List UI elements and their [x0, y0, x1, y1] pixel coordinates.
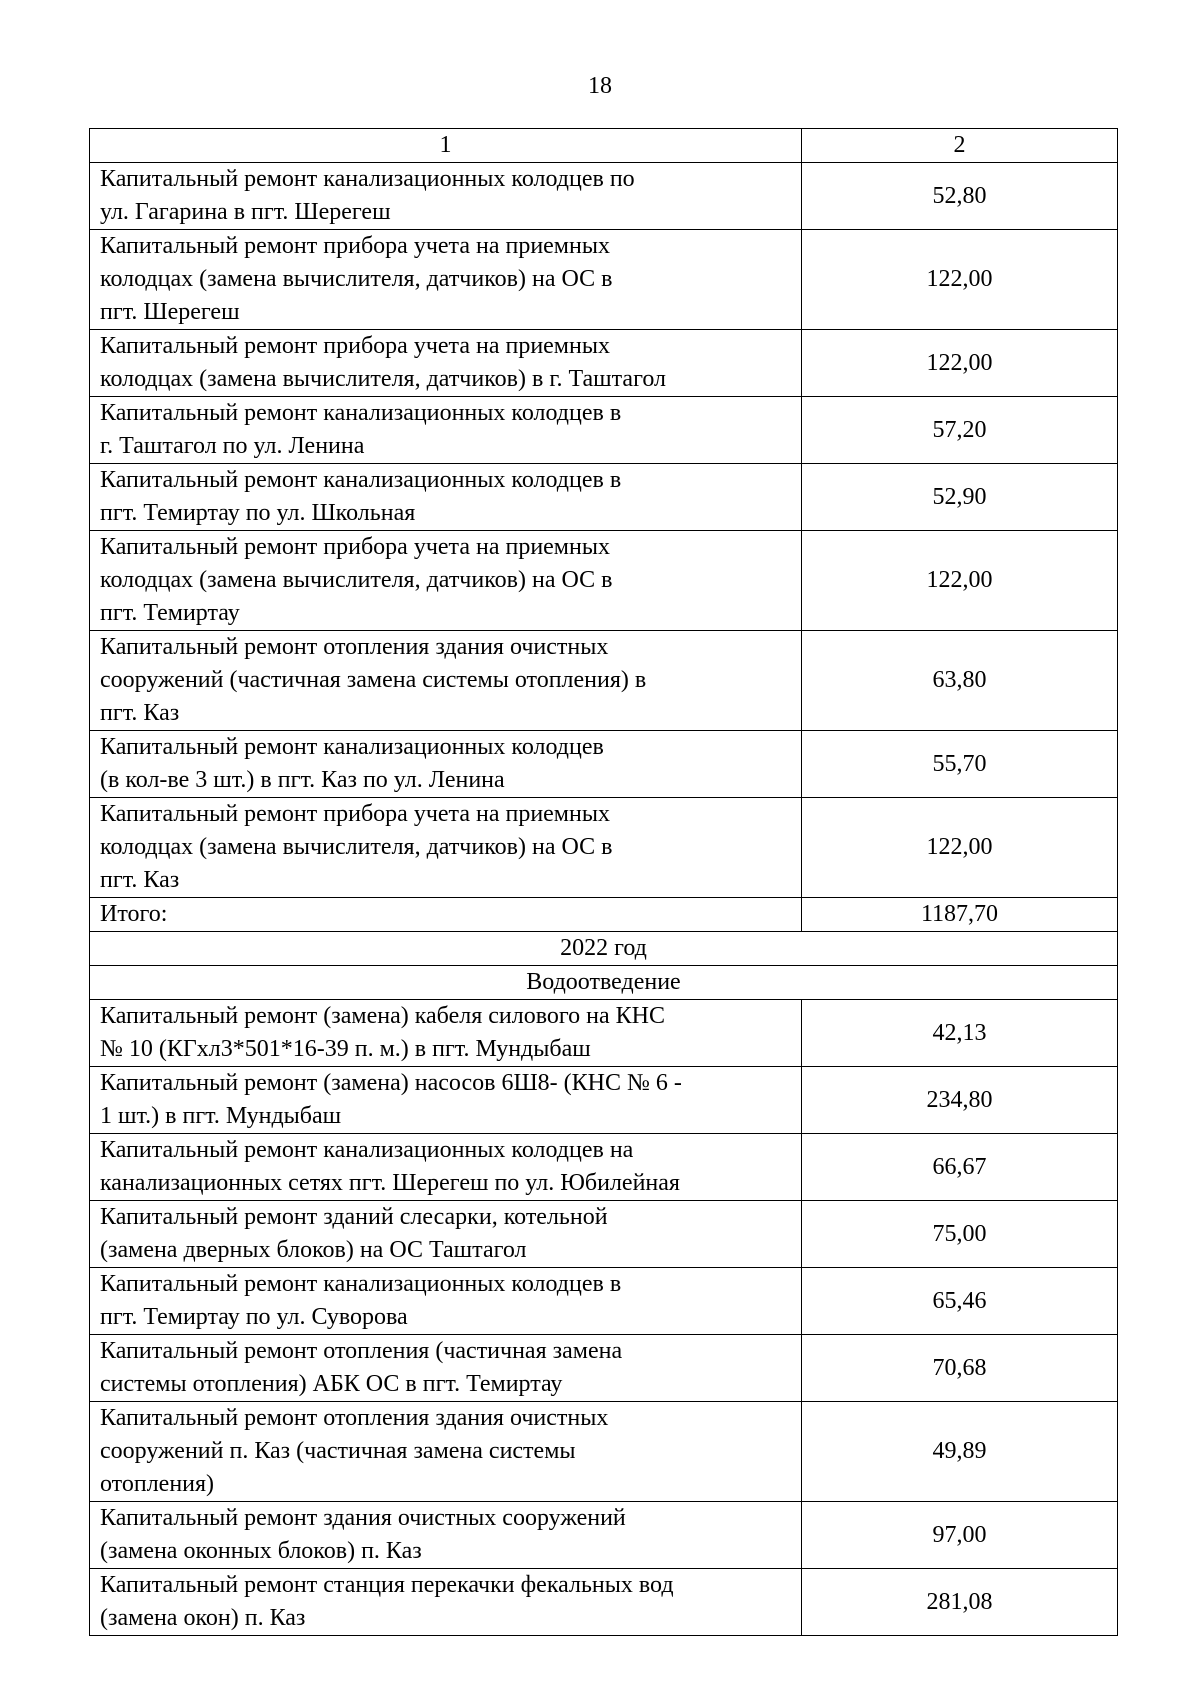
total-row	[90, 898, 1118, 932]
table-row	[90, 230, 1118, 330]
work-description-cell	[90, 330, 802, 397]
work-description-line: Капитальный ремонт отопления здания очистных	[100, 1405, 609, 1431]
work-description-line: Капитальный ремонт прибора учета на приемных	[100, 801, 610, 827]
table-row	[90, 397, 1118, 464]
cost-value-cell: 49,89	[802, 1402, 1118, 1502]
work-description-line: Капитальный ремонт отопления (частичная замена	[100, 1338, 623, 1364]
work-description-line: Капитальный ремонт канализационных колодцев по	[100, 166, 635, 192]
cost-value-cell: 122,00	[802, 531, 1118, 631]
work-description-cell	[90, 631, 802, 731]
table-row	[90, 1067, 1118, 1134]
year-heading-row	[90, 932, 1118, 966]
table-row	[90, 330, 1118, 397]
work-description-line: Капитальный ремонт отопления здания очистных	[100, 634, 609, 660]
cost-value-cell: 97,00	[802, 1502, 1118, 1569]
table-row	[90, 1402, 1118, 1502]
work-description-line: Капитальный ремонт (замена) насосов 6Ш8- (КНС № 6 -	[100, 1070, 682, 1096]
work-description-line: Капитальный ремонт прибора учета на приемных	[100, 534, 610, 560]
table-row	[90, 531, 1118, 631]
cost-value-cell: 57,20	[802, 397, 1118, 464]
work-description-line: 1 шт.) в пгт. Мундыбаш	[100, 1103, 342, 1129]
work-description-cell	[90, 1134, 802, 1201]
cost-value-cell: 66,67	[802, 1134, 1118, 1201]
work-description-line: № 10 (КГхл3*501*16-39 п. м.) в пгт. Мундыбаш	[100, 1036, 591, 1062]
section-heading: Водоотведение	[90, 966, 1118, 1000]
cost-value-cell: 52,80	[802, 163, 1118, 230]
work-description-line: пгт. Шерегеш	[100, 299, 240, 325]
work-description-line: Капитальный ремонт зданий слесарки, котельной	[100, 1204, 608, 1230]
work-description-line: (замена оконных блоков) п. Каз	[100, 1538, 422, 1564]
table-row	[90, 1134, 1118, 1201]
table-row	[90, 464, 1118, 531]
work-description-cell	[90, 1569, 802, 1636]
table-row	[90, 163, 1118, 230]
page-number: 18	[588, 73, 612, 99]
work-description-line: г. Таштагол по ул. Ленина	[100, 433, 365, 459]
work-description-line: Капитальный ремонт канализационных колодцев	[100, 734, 604, 760]
work-description-line: сооружений п. Каз (частичная замена системы	[100, 1438, 576, 1464]
work-description-line: сооружений (частичная замена системы отопления) в	[100, 667, 647, 693]
column-number-2: 2	[802, 129, 1118, 163]
work-description-line: Капитальный ремонт канализационных колодцев в	[100, 1271, 622, 1297]
work-description-line: Капитальный ремонт канализационных колодцев в	[100, 467, 622, 493]
cost-value-cell: 70,68	[802, 1335, 1118, 1402]
table-row	[90, 1201, 1118, 1268]
work-description-line: Капитальный ремонт канализационных колодцев на	[100, 1137, 634, 1163]
cost-value-cell: 234,80	[802, 1067, 1118, 1134]
work-description-line: колодцах (замена вычислителя, датчиков) на ОС в	[100, 567, 613, 593]
work-description-cell	[90, 531, 802, 631]
work-description-line: Капитальный ремонт станция перекачки фекальных вод	[100, 1572, 674, 1598]
work-description-cell	[90, 1067, 802, 1134]
work-description-line: отопления)	[100, 1471, 215, 1497]
work-description-line: Капитальный ремонт канализационных колодцев в	[100, 400, 622, 426]
work-description-cell	[90, 464, 802, 531]
work-description-line: системы отопления) АБК ОС в пгт. Темиртау	[100, 1371, 563, 1397]
work-description-line: канализационных сетях пгт. Шерегеш по ул. Юбилейная	[100, 1170, 680, 1196]
column-number-1: 1	[90, 129, 802, 163]
work-description-line: колодцах (замена вычислителя, датчиков) в г. Таштагол	[100, 366, 666, 392]
work-description-cell	[90, 798, 802, 898]
cost-value-cell: 122,00	[802, 230, 1118, 330]
year-heading: 2022 год	[90, 932, 1118, 966]
total-value: 1187,70	[802, 898, 1118, 932]
work-description-cell	[90, 1402, 802, 1502]
work-description-line: (в кол-ве 3 шт.) в пгт. Каз по ул. Ленина	[100, 767, 505, 793]
total-label: Итого:	[90, 898, 802, 932]
table-row	[90, 1569, 1118, 1636]
cost-value-cell: 281,08	[802, 1569, 1118, 1636]
repair-costs-table	[89, 128, 1118, 1636]
work-description-line: колодцах (замена вычислителя, датчиков) на ОС в	[100, 266, 613, 292]
work-description-line: Капитальный ремонт (замена) кабеля силового на КНС	[100, 1003, 665, 1029]
work-description-line: (замена дверных блоков) на ОС Таштагол	[100, 1237, 527, 1263]
work-description-line: пгт. Темиртау по ул. Школьная	[100, 500, 416, 526]
table-row	[90, 1335, 1118, 1402]
cost-value-cell: 55,70	[802, 731, 1118, 798]
work-description-cell	[90, 731, 802, 798]
cost-value-cell: 65,46	[802, 1268, 1118, 1335]
work-description-line: пгт. Каз	[100, 700, 180, 726]
cost-value-cell: 63,80	[802, 631, 1118, 731]
work-description-line: пгт. Темиртау по ул. Суворова	[100, 1304, 408, 1330]
work-description-cell	[90, 1268, 802, 1335]
table-row	[90, 1502, 1118, 1569]
cost-value-cell: 75,00	[802, 1201, 1118, 1268]
cost-value-cell: 122,00	[802, 330, 1118, 397]
work-description-line: пгт. Каз	[100, 867, 180, 893]
work-description-cell	[90, 397, 802, 464]
work-description-cell	[90, 1502, 802, 1569]
table-row	[90, 798, 1118, 898]
column-number-row	[90, 129, 1118, 163]
work-description-line: пгт. Темиртау	[100, 600, 240, 626]
table-row	[90, 1268, 1118, 1335]
table-row	[90, 631, 1118, 731]
table-row	[90, 1000, 1118, 1067]
section-heading-row	[90, 966, 1118, 1000]
work-description-line: колодцах (замена вычислителя, датчиков) на ОС в	[100, 834, 613, 860]
table-row	[90, 731, 1118, 798]
cost-value-cell: 52,90	[802, 464, 1118, 531]
work-description-cell	[90, 163, 802, 230]
work-description-line: (замена окон) п. Каз	[100, 1605, 306, 1631]
work-description-cell	[90, 1201, 802, 1268]
work-description-cell	[90, 1000, 802, 1067]
work-description-line: Капитальный ремонт прибора учета на приемных	[100, 333, 610, 359]
work-description-line: ул. Гагарина в пгт. Шерегеш	[100, 199, 391, 225]
work-description-line: Капитальный ремонт здания очистных сооружений	[100, 1505, 626, 1531]
work-description-cell	[90, 230, 802, 330]
work-description-cell	[90, 1335, 802, 1402]
table-body	[90, 129, 1118, 1636]
work-description-line: Капитальный ремонт прибора учета на приемных	[100, 233, 610, 259]
cost-value-cell: 122,00	[802, 798, 1118, 898]
cost-value-cell: 42,13	[802, 1000, 1118, 1067]
